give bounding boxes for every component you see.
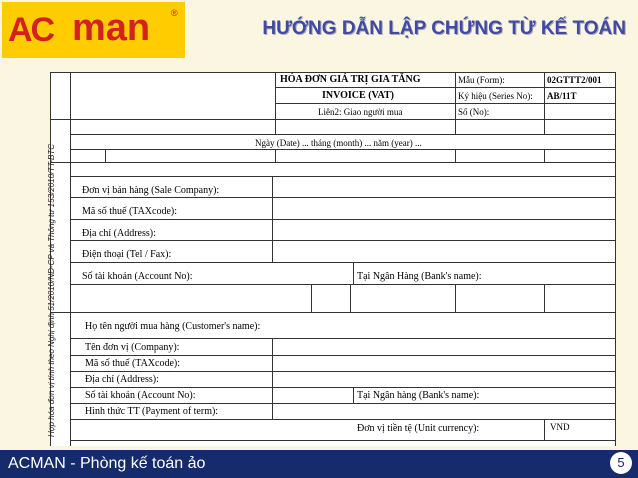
grid-col-a xyxy=(105,149,106,162)
buyer-row-1 xyxy=(70,338,616,339)
header-row-3 xyxy=(50,119,616,120)
buyer-name-label: Họ tên người mua hàng (Customer's name): xyxy=(85,321,261,332)
logo-ac: AC xyxy=(8,11,54,49)
invoice-date-line: Ngày (Date) ... tháng (month) ... năm (year) ... xyxy=(255,138,422,148)
header-row-4 xyxy=(70,134,616,135)
invoice-title-vn: HÓA ĐƠN GIÁ TRỊ GIA TĂNG xyxy=(280,74,421,85)
invoice-number-label: Số (No): xyxy=(458,107,490,117)
invoice-copy-label: Liên2: Giao người mua xyxy=(318,107,403,117)
seller-grid-3 xyxy=(455,284,456,312)
footer-bar xyxy=(0,450,638,478)
invoice-form xyxy=(47,72,616,446)
header-row-1 xyxy=(275,87,616,88)
form-code-value: 02GTTT2/001 xyxy=(547,75,602,85)
seller-row-2 xyxy=(70,197,616,198)
buyer-currency-value: VND xyxy=(550,422,570,432)
seller-grid-2 xyxy=(350,284,351,312)
footer-text: ACMAN - Phòng kế toán ảo xyxy=(8,455,206,472)
seller-grid-1 xyxy=(311,284,312,312)
seller-row-3 xyxy=(70,219,616,220)
grid-col-d xyxy=(544,149,545,162)
buyer-row-6 xyxy=(70,419,616,420)
seller-row-4 xyxy=(70,240,616,241)
header-row-5 xyxy=(70,149,616,150)
page-number: 5 xyxy=(610,452,632,474)
seller-row-6 xyxy=(70,284,616,285)
side-column-divider xyxy=(70,72,71,446)
buyer-currency-label: Đơn vị tiền tệ (Unit currency): xyxy=(357,423,480,434)
seller-row-5 xyxy=(70,262,616,263)
invoice-title-en: INVOICE (VAT) xyxy=(322,90,394,101)
buyer-account-label: Số tài khoản (Account No): xyxy=(85,390,196,401)
seller-bank-label: Tại Ngân Hàng (Bank's name): xyxy=(357,271,482,282)
form-code-label: Mẫu (Form): xyxy=(458,75,505,85)
buyer-company-label: Tên đơn vị (Company): xyxy=(85,342,180,353)
buyer-row-7 xyxy=(70,440,616,441)
buyer-taxcode-label: Mã số thuế (TAXcode): xyxy=(85,358,181,369)
buyer-col-divider xyxy=(272,338,273,419)
side-legal-note: Hợp hóa đơn vị tính theo Nghị định 51/2010/NĐ-CP và Thông tư 153/2010/TT-BTC xyxy=(47,144,56,437)
logo-registered-mark: ® xyxy=(171,8,178,18)
acman-logo xyxy=(2,2,185,58)
buyer-payment-label: Hình thức TT (Payment of term): xyxy=(85,406,219,417)
grid-col-b xyxy=(275,149,276,162)
buyer-bank-label: Tại Ngân hàng (Bank's name): xyxy=(357,390,480,401)
logo-man: man xyxy=(72,7,151,49)
seller-section-bottom xyxy=(50,312,616,313)
seller-company-label: Đơn vị bán hàng (Sale Company): xyxy=(82,185,220,196)
seller-bank-divider xyxy=(353,262,354,284)
header-row-6 xyxy=(50,162,616,163)
buyer-currency-divider xyxy=(544,419,545,440)
buyer-row-5 xyxy=(70,403,616,404)
grid-col-c xyxy=(455,149,456,162)
form-border-right xyxy=(615,72,616,446)
serial-value: AB/11T xyxy=(547,91,577,101)
form-border-top xyxy=(50,72,616,73)
serial-label: Ký hiệu (Series No): xyxy=(458,91,533,101)
buyer-row-2 xyxy=(70,355,616,356)
seller-row-1 xyxy=(70,176,616,177)
seller-account-label: Số tài khoản (Account No): xyxy=(82,271,193,282)
header-row-2 xyxy=(275,103,616,104)
seller-col-divider xyxy=(272,176,273,262)
seller-taxcode-label: Mã số thuế (TAXcode): xyxy=(82,206,178,217)
buyer-bank-divider xyxy=(353,387,354,403)
buyer-address-label: Địa chỉ (Address): xyxy=(85,374,159,385)
seller-phone-label: Điện thoại (Tel / Fax): xyxy=(82,249,172,260)
buyer-row-3 xyxy=(70,371,616,372)
buyer-row-4 xyxy=(70,387,616,388)
seller-grid-4 xyxy=(544,284,545,312)
seller-address-label: Địa chỉ (Address): xyxy=(82,228,156,239)
slide-title: HƯỚNG DẪN LẬP CHỨNG TỪ KẾ TOÁN xyxy=(262,18,626,39)
